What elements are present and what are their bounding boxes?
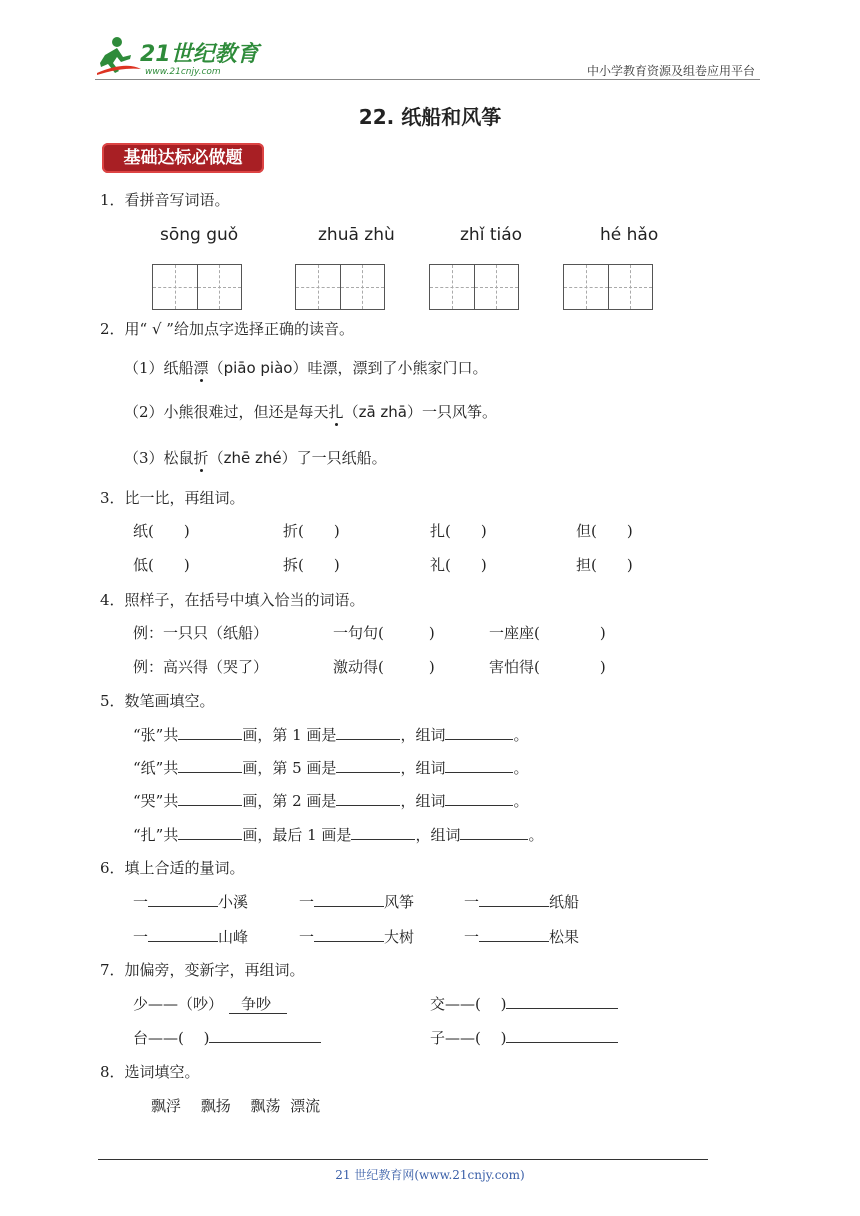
q4-example-2: 例：高兴得（哭了） (133, 658, 269, 676)
q5-text: ，组词 (415, 826, 461, 844)
q7-blank[interactable] (506, 994, 618, 1009)
q6-item (133, 891, 248, 912)
q1-writing-grid-4[interactable] (563, 264, 653, 310)
q5-text: 。 (528, 826, 544, 844)
q6-text: 一 (464, 928, 480, 946)
q6-text: 一 (299, 928, 315, 946)
q5-text: ，组词 (400, 726, 446, 744)
q7-blank[interactable] (506, 1028, 618, 1043)
q3-cell[interactable]: 折( ) (283, 522, 340, 540)
q6-item (464, 891, 579, 912)
q4-cell[interactable]: 一句句( ) (333, 624, 435, 642)
q7-example (133, 993, 287, 1014)
q5-blank[interactable] (460, 825, 528, 840)
q5-text: 画，第 2 画是 (242, 792, 337, 810)
q3-cell[interactable]: 扎( ) (430, 522, 487, 540)
q6-text: 山峰 (218, 928, 249, 946)
q6-text: 小溪 (218, 893, 249, 911)
q4-example-1: 例：一只只（纸船） (133, 624, 269, 642)
q5-blank[interactable] (336, 758, 400, 773)
q6-text: 一 (299, 893, 315, 911)
q7-item (133, 1027, 321, 1048)
q1-writing-grid-3[interactable] (429, 264, 519, 310)
q2-prompt: 2．用“ √ ”给加点字选择正确的读音。 (100, 320, 354, 338)
q5-row-4 (133, 824, 543, 845)
q5-text: 。 (513, 792, 529, 810)
q6-item (299, 891, 414, 912)
q6-blank[interactable] (479, 892, 549, 907)
q4-cell[interactable]: 害怕得( ) (489, 658, 606, 676)
q4-prompt: 4．照样子，在括号中填入恰当的词语。 (100, 591, 365, 609)
q5-blank[interactable] (178, 725, 242, 740)
q2-item-2-dotted-char: 扎 (328, 403, 344, 421)
q1-prompt: 1．看拼音写词语。 (100, 191, 230, 209)
q2-item-2-pinyin[interactable]: zā zhā (358, 403, 407, 421)
q7-item (430, 993, 618, 1014)
q5-row-3 (133, 790, 528, 811)
q2-item-3-dotted-char: 折 (193, 449, 209, 467)
q7-item (430, 1027, 618, 1048)
q7-example-text: 少——（吵） (133, 995, 224, 1013)
q6-text: 一 (464, 893, 480, 911)
logo-url: www.21cnjy.com (145, 67, 221, 77)
q2-item-3-pre: （3）松鼠 (124, 449, 194, 467)
q7-text[interactable]: 台——( ) (133, 1029, 210, 1047)
page-title: 22. 纸船和风筝 (358, 105, 502, 129)
q2-item-2-post: ）一只风筝。 (406, 403, 497, 421)
q3-cell[interactable]: 纸( ) (133, 522, 190, 540)
q2-item-3-post: ）了一只纸船。 (281, 449, 387, 467)
q7-prompt: 7．加偏旁，变新字，再组词。 (100, 961, 305, 979)
logo-text: 21世纪教育 (140, 42, 259, 67)
q7-text[interactable]: 交——( ) (430, 995, 507, 1013)
q7-blank[interactable] (209, 1028, 321, 1043)
q1-pinyin-4: hé hǎo (600, 225, 659, 245)
q5-blank[interactable] (336, 725, 400, 740)
q3-cell[interactable]: 低( ) (133, 556, 190, 574)
q5-text: “纸”共 (133, 759, 179, 777)
q5-text: 画，第 1 画是 (242, 726, 337, 744)
q2-item-1-dotted-char: 漂 (193, 359, 209, 377)
runner-logo-icon (95, 33, 265, 77)
q3-cell[interactable]: 拆( ) (283, 556, 340, 574)
q5-blank[interactable] (178, 758, 242, 773)
q6-text: 一 (133, 928, 149, 946)
q5-row-2 (133, 757, 528, 778)
q2-item-1-post: ）哇漂，漂到了小熊家门口。 (292, 359, 488, 377)
q3-prompt: 3．比一比，再组词。 (100, 489, 245, 507)
q6-text: 纸船 (549, 893, 580, 911)
logo (95, 33, 265, 77)
q6-blank[interactable] (148, 927, 218, 942)
q1-pinyin-1: sōng guǒ (160, 225, 239, 245)
q5-text: 。 (513, 759, 529, 777)
q2-item-1 (124, 357, 487, 378)
q2-item-2-pre: （2）小熊很难过，但还是每天 (124, 403, 329, 421)
q3-cell[interactable]: 但( ) (576, 522, 633, 540)
q5-text: “张”共 (133, 726, 179, 744)
q2-item-1-pre: （1）纸船 (124, 359, 194, 377)
q1-pinyin-2: zhuā zhù (318, 225, 395, 245)
q5-blank[interactable] (178, 825, 242, 840)
q5-blank[interactable] (445, 758, 513, 773)
q4-cell[interactable]: 激动得( ) (333, 658, 435, 676)
q2-item-1-open: （ (208, 359, 224, 377)
q6-item (133, 926, 248, 947)
q5-row-1 (133, 724, 528, 745)
q6-text: 风筝 (384, 893, 415, 911)
q5-text: “哭”共 (133, 792, 179, 810)
q6-blank[interactable] (479, 927, 549, 942)
q3-cell[interactable]: 礼( ) (430, 556, 487, 574)
q2-item-2-open: （ (343, 403, 359, 421)
platform-name: 中小学教育资源及组卷应用平台 (586, 64, 755, 78)
q6-text: 一 (133, 893, 149, 911)
q8-word-bank: 飘浮 飘扬 飘荡 漂流 (151, 1097, 321, 1115)
q6-blank[interactable] (314, 892, 384, 907)
q2-item-3-open: （ (208, 449, 224, 467)
q1-writing-grid-2[interactable] (295, 264, 385, 310)
q2-item-2 (124, 401, 497, 422)
q5-blank[interactable] (351, 825, 415, 840)
q5-text: ，组词 (400, 792, 446, 810)
q5-prompt: 5．数笔画填空。 (100, 692, 215, 710)
q6-text: 大树 (384, 928, 415, 946)
q5-text: 画，最后 1 画是 (242, 826, 352, 844)
q6-prompt: 6．填上合适的量词。 (100, 859, 245, 877)
q2-item-1-pinyin[interactable]: piāo piào (223, 359, 293, 377)
q2-item-3 (124, 447, 387, 468)
q5-text: ，组词 (400, 759, 446, 777)
footer-divider (98, 1159, 708, 1160)
q5-text: 。 (513, 726, 529, 744)
q5-blank[interactable] (445, 725, 513, 740)
q7-example-answer: 争吵 (229, 995, 287, 1014)
q1-writing-grid-1[interactable] (152, 264, 242, 310)
q5-blank[interactable] (336, 791, 400, 806)
q6-item (299, 926, 414, 947)
q6-text: 松果 (549, 928, 580, 946)
q2-item-3-pinyin[interactable]: zhē zhé (223, 449, 282, 467)
q6-blank[interactable] (314, 927, 384, 942)
q3-cell[interactable]: 担( ) (576, 556, 633, 574)
q5-text: “扎”共 (133, 826, 179, 844)
footer-text[interactable]: 21 世纪教育网(www.21cnjy.com) (335, 1168, 525, 1182)
q7-text[interactable]: 子——( ) (430, 1029, 507, 1047)
section-banner: 基础达标必做题 (102, 143, 264, 173)
q5-blank[interactable] (178, 791, 242, 806)
q8-prompt: 8．选词填空。 (100, 1063, 200, 1081)
header-divider (95, 79, 760, 80)
q5-text: 画，第 5 画是 (242, 759, 337, 777)
q1-pinyin-3: zhǐ tiáo (460, 225, 523, 245)
q5-blank[interactable] (445, 791, 513, 806)
q6-item (464, 926, 579, 947)
q4-cell[interactable]: 一座座( ) (489, 624, 606, 642)
q6-blank[interactable] (148, 892, 218, 907)
